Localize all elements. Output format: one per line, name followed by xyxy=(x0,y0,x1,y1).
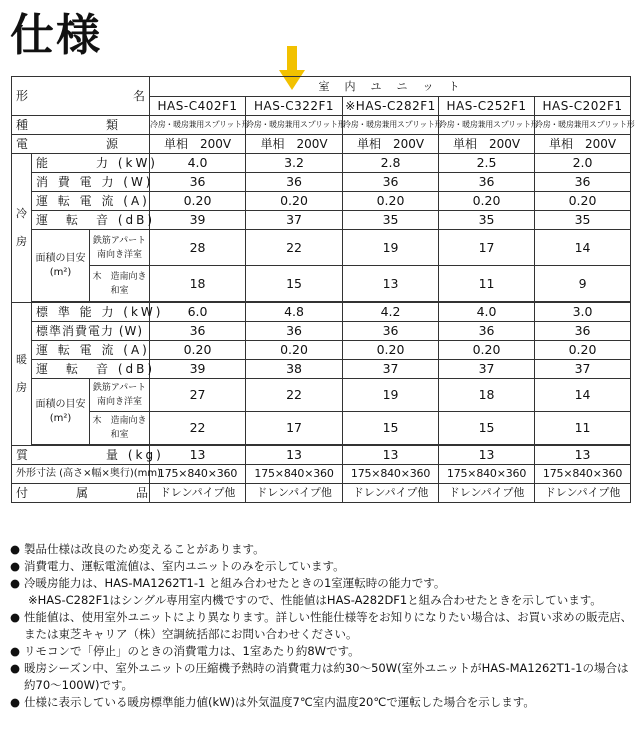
row-label: 運 転 電 流 (A) xyxy=(32,192,150,211)
table-row xyxy=(12,446,631,465)
cell: 0.20 xyxy=(439,192,535,211)
table-row xyxy=(12,465,631,484)
cell: 36 xyxy=(439,173,535,192)
cell: 3.0 xyxy=(535,303,631,322)
cell: 175×840×360 xyxy=(150,465,246,484)
row-label: 能 力 (kW) xyxy=(32,154,150,173)
cell: 36 xyxy=(535,173,631,192)
cell: 0.20 xyxy=(150,192,246,211)
row-label: 標 準 能 力 (kW) xyxy=(32,303,150,322)
cell: 0.20 xyxy=(439,341,535,360)
model-label-2: 名 xyxy=(133,89,146,103)
cell: 3.2 xyxy=(246,154,343,173)
table-row xyxy=(12,360,631,379)
row-label: 運 転 音 (dB) xyxy=(32,211,150,230)
cell: 36 xyxy=(150,322,246,341)
bullet-icon: ● xyxy=(10,542,21,556)
note-text: ※HAS-C282F1はシングル専用室内機ですので、性能値はHAS-A282DF1と組み合わせたときを示しています。 xyxy=(28,593,602,607)
cell: 18 xyxy=(150,266,246,302)
table-row xyxy=(12,135,631,154)
cell: 冷房・暖房兼用スプリット形 xyxy=(439,116,535,135)
note-text: 製品仕様は改良のため変えることがあります。 xyxy=(24,542,265,556)
model-name: HAS-C252F1 xyxy=(439,97,535,116)
header-row-group xyxy=(12,77,631,97)
area-guide-label xyxy=(32,379,90,445)
cell: 22 xyxy=(246,379,343,412)
row-label: 運 転 音 (dB) xyxy=(32,360,150,379)
cell: 36 xyxy=(439,322,535,341)
row-label: 標準消費電力 (W) xyxy=(32,322,150,341)
cell: 37 xyxy=(535,360,631,379)
area-concrete-label: 鉄筋アパート南向き洋室 xyxy=(90,230,150,266)
table-row xyxy=(12,303,631,322)
heating-group-label xyxy=(12,303,32,446)
cell: 2.8 xyxy=(343,154,439,173)
cell: 4.0 xyxy=(439,303,535,322)
cell: 17 xyxy=(439,230,535,266)
note-text: 性能値は、使用室外ユニットにより異なります。詳しい性能仕様等をお知りになりたい場合は、お買い求めの販売店、または東芝キャリア（株）空調統括部にお問い合わせください。 xyxy=(24,610,633,641)
cell: 36 xyxy=(343,322,439,341)
cell: 175×840×360 xyxy=(535,465,631,484)
cell: 18 xyxy=(439,379,535,412)
bullet-icon: ● xyxy=(10,695,21,709)
table-row xyxy=(12,154,631,173)
cell: 39 xyxy=(150,211,246,230)
cell: 冷房・暖房兼用スプリット形 xyxy=(150,116,246,135)
cell: 冷房・暖房兼用スプリット形 xyxy=(535,116,631,135)
cell: 15 xyxy=(343,412,439,445)
note-text: リモコンで「停止」のときの消費電力は、1室あたり約8Wです。 xyxy=(24,644,360,658)
cell: 175×840×360 xyxy=(343,465,439,484)
bullet-icon: ● xyxy=(10,576,21,590)
table-row xyxy=(12,230,631,266)
model-name: HAS-C322F1 xyxy=(246,97,343,116)
row-label: 運 転 電 流 (A) xyxy=(32,341,150,360)
model-header-cell xyxy=(12,77,150,116)
table-row xyxy=(12,211,631,230)
heating-label: 暖 房 xyxy=(16,353,27,394)
cell: 15 xyxy=(439,412,535,445)
note-text: 仕様に表示している暖房標準能力値(kW)は外気温度7℃室内温度20℃で運転した場合を示します。 xyxy=(24,695,535,709)
cell: 0.20 xyxy=(343,192,439,211)
cell: 2.5 xyxy=(439,154,535,173)
row-label: 付 属 品 xyxy=(12,484,150,503)
cell: 28 xyxy=(150,230,246,266)
table-row xyxy=(12,173,631,192)
model-name: HAS-C202F1 xyxy=(535,97,631,116)
cell: 17 xyxy=(246,412,343,445)
note-item xyxy=(10,575,635,592)
table-row xyxy=(12,116,631,135)
cell: 4.8 xyxy=(246,303,343,322)
cooling-label: 冷 房 xyxy=(16,207,27,248)
area-label: 面積の目安 xyxy=(35,398,86,410)
cell: 13 xyxy=(343,266,439,302)
cell: 19 xyxy=(343,230,439,266)
notes-list xyxy=(10,541,635,711)
cell: 0.20 xyxy=(535,192,631,211)
cell: 4.2 xyxy=(343,303,439,322)
indoor-unit-header: 室 内 ユ ニ ッ ト xyxy=(150,77,631,97)
table-row xyxy=(12,322,631,341)
bullet-icon: ● xyxy=(10,661,21,675)
cooling-group-label xyxy=(12,154,32,303)
cell: 4.0 xyxy=(150,154,246,173)
cell: 37 xyxy=(439,360,535,379)
cell: 13 xyxy=(535,446,631,465)
cell: 35 xyxy=(535,211,631,230)
cell: 13 xyxy=(150,446,246,465)
note-text: 消費電力、運転電流値は、室内ユニットのみを示しています。 xyxy=(24,559,345,573)
area-concrete-label: 鉄筋アパート南向き洋室 xyxy=(90,379,150,412)
cell: 0.20 xyxy=(150,341,246,360)
cell: 27 xyxy=(150,379,246,412)
cell: ドレンパイプ他 xyxy=(150,484,246,503)
cell: 22 xyxy=(150,412,246,445)
note-item xyxy=(10,541,635,558)
cell: 14 xyxy=(535,230,631,266)
area-label: 面積の目安 xyxy=(35,252,86,264)
model-name: HAS-C402F1 xyxy=(150,97,246,116)
cell: 9 xyxy=(535,266,631,302)
cell: 39 xyxy=(150,360,246,379)
cell: 14 xyxy=(535,379,631,412)
table-row xyxy=(12,192,631,211)
cell: 36 xyxy=(246,322,343,341)
area-wood-label: 木 造南向き和室 xyxy=(90,412,150,445)
bullet-icon: ● xyxy=(10,644,21,658)
cell: 単相 200V xyxy=(439,135,535,154)
note-item xyxy=(10,558,635,575)
table-row xyxy=(12,266,631,302)
cell: 35 xyxy=(343,211,439,230)
cell: 0.20 xyxy=(343,341,439,360)
cell: 36 xyxy=(343,173,439,192)
cell: ドレンパイプ他 xyxy=(439,484,535,503)
table-row xyxy=(12,412,631,445)
cell: 36 xyxy=(246,173,343,192)
table-row xyxy=(12,484,631,503)
cell: 36 xyxy=(535,322,631,341)
cell: 13 xyxy=(343,446,439,465)
note-item xyxy=(10,643,635,660)
cell: 38 xyxy=(246,360,343,379)
note-item xyxy=(10,660,635,694)
cell: 15 xyxy=(246,266,343,302)
table-row xyxy=(12,379,631,412)
note-text: 暖房シーズン中、室外ユニットの圧縮機予熱時の消費電力は約30～50W(室外ユニットがHAS-MA1262T1-1の場合は約70～100W)です。 xyxy=(24,661,629,692)
note-text: 冷暖房能力は、HAS-MA1262T1-1 と組み合わせたときの1室運転時の能力です。 xyxy=(24,576,446,590)
note-item xyxy=(10,592,635,609)
cell: 0.20 xyxy=(246,341,343,360)
model-label: 形 xyxy=(16,89,29,103)
cell: 0.20 xyxy=(246,192,343,211)
page-title: 仕様 xyxy=(10,10,102,61)
row-label: 電 源 xyxy=(12,135,150,154)
row-label: 消 費 電 力 (W) xyxy=(32,173,150,192)
cell: 単相 200V xyxy=(343,135,439,154)
cell: 13 xyxy=(246,446,343,465)
cell: 36 xyxy=(150,173,246,192)
model-name: ※HAS-C282F1 xyxy=(343,97,439,116)
table-row xyxy=(12,341,631,360)
cell: ドレンパイプ他 xyxy=(343,484,439,503)
note-item xyxy=(10,694,635,711)
cell: ドレンパイプ他 xyxy=(535,484,631,503)
spec-table xyxy=(11,76,635,503)
cell: 単相 200V xyxy=(246,135,343,154)
cell: 単相 200V xyxy=(150,135,246,154)
cell: 単相 200V xyxy=(535,135,631,154)
cell: 22 xyxy=(246,230,343,266)
cell: 175×840×360 xyxy=(439,465,535,484)
note-item xyxy=(10,609,635,643)
cell: 6.0 xyxy=(150,303,246,322)
bullet-icon: ● xyxy=(10,559,21,573)
row-label: 種 類 xyxy=(12,116,150,135)
area-guide-label xyxy=(32,230,90,302)
area-unit: (m²) xyxy=(49,412,72,424)
row-label: 質 量 (kg) xyxy=(12,446,150,465)
cell: 11 xyxy=(439,266,535,302)
cell: 175×840×360 xyxy=(246,465,343,484)
cell: 35 xyxy=(439,211,535,230)
cell: ドレンパイプ他 xyxy=(246,484,343,503)
cell: 37 xyxy=(246,211,343,230)
cell: 19 xyxy=(343,379,439,412)
row-label: 外形寸法 (高さ×幅×奥行)(mm) xyxy=(12,465,150,484)
area-unit: (m²) xyxy=(49,266,72,278)
cell: 37 xyxy=(343,360,439,379)
cell: 13 xyxy=(439,446,535,465)
cell: 冷房・暖房兼用スプリット形 xyxy=(246,116,343,135)
cell: 11 xyxy=(535,412,631,445)
bullet-icon: ● xyxy=(10,610,21,624)
area-wood-label: 木 造南向き和室 xyxy=(90,266,150,302)
cell: 2.0 xyxy=(535,154,631,173)
cell: 冷房・暖房兼用スプリット形 xyxy=(343,116,439,135)
cell: 0.20 xyxy=(535,341,631,360)
